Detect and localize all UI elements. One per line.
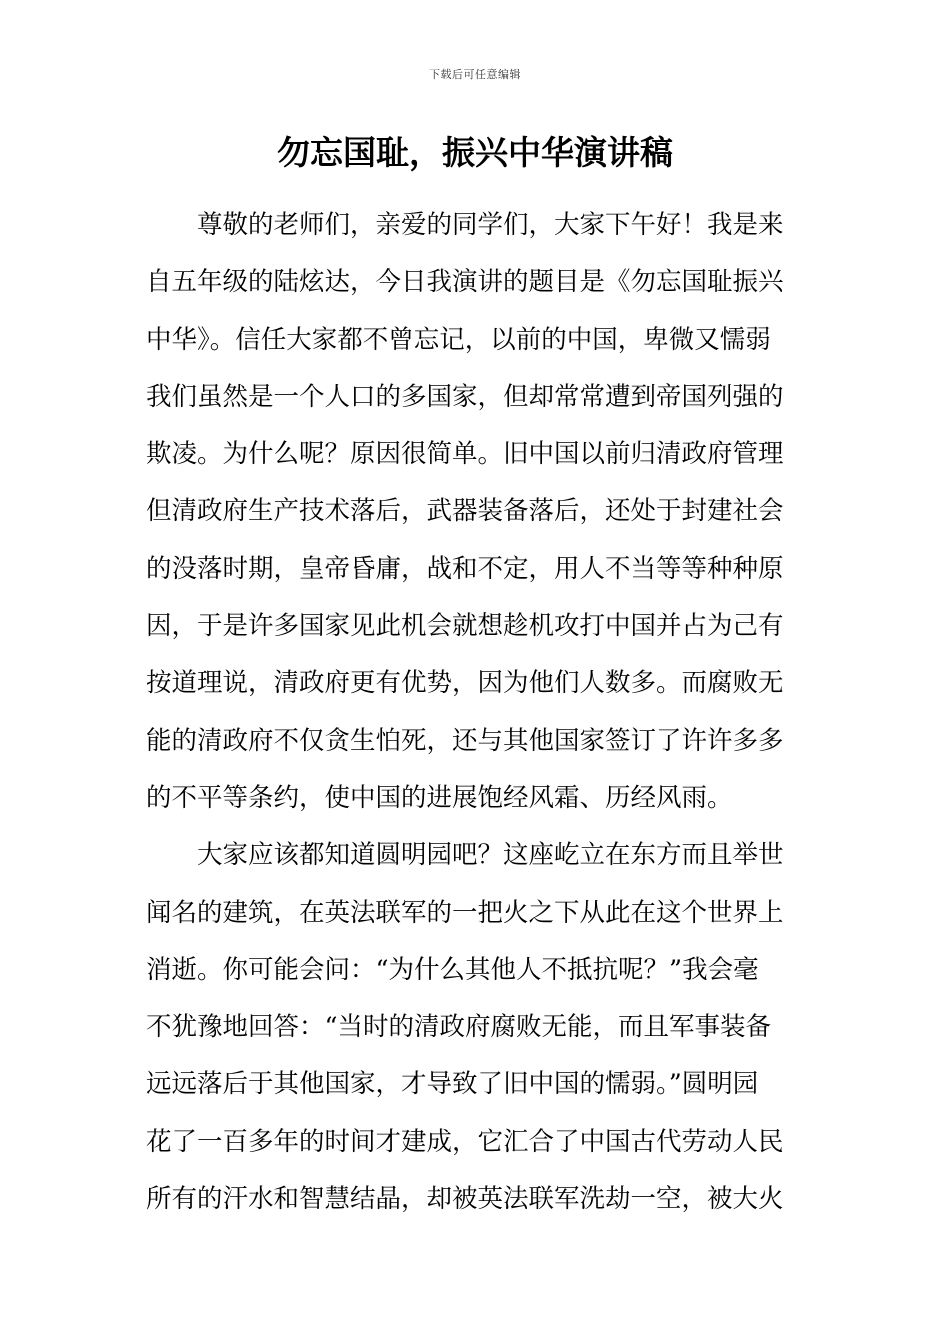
document-title: 勿忘国耻，振兴中华演讲稿 [277, 133, 673, 172]
paragraph-line: 的没落时期，皇帝昏庸，战和不定，用人不当等等种种原 [146, 553, 784, 584]
paragraph-line: 所有的汗水和智慧结晶，却被英法联军洗劫一空，被大火 [146, 1184, 784, 1215]
paragraph-line: 按道理说，清政府更有优势，因为他们人数多。而腐败无 [146, 668, 784, 699]
paragraph-line: 但清政府生产技术落后，武器装备落后，还处于封建社会 [146, 496, 784, 527]
paragraph-line: 我们虽然是一个人口的多国家，但却常常遭到帝国列强的 [146, 381, 784, 412]
paragraph-line: 自五年级的陆炫达，今日我演讲的题目是《勿忘国耻振兴 [146, 267, 784, 298]
paragraph-line: 闻名的建筑，在英法联军的一把火之下从此在这个世界上 [146, 897, 784, 928]
paragraph-line: 花了一百多年的时间才建成，它汇合了中国古代劳动人民 [146, 1126, 784, 1157]
paragraph-line: 不犹豫地回答：“当时的清政府腐败无能，而且军事装备 [146, 1012, 772, 1043]
paragraph-line: 的不平等条约，使中国的进展饱经风霜、历经风雨。 [146, 782, 733, 813]
paragraph-line: 因，于是许多国家见此机会就想趁机攻打中国并占为己有 [146, 611, 784, 642]
paragraph-line: 尊敬的老师们，亲爱的同学们，大家下午好！我是来 [197, 210, 784, 240]
document-body [146, 197, 810, 1228]
paragraph-line: 中华》。信任大家都不曾忘记，以前的中国，卑微又懦弱 [146, 324, 771, 355]
header-note: 下载后可任意编辑 [429, 68, 521, 81]
paragraph-line: 能的清政府不仅贪生怕死，还与其他国家签订了许许多多 [146, 725, 784, 756]
paragraph-line: 消逝。你可能会问：“为什么其他人不抵抗呢？”我会毫 [146, 954, 759, 985]
paragraph-line: 大家应该都知道圆明园吧？这座屹立在东方而且举世 [197, 840, 784, 871]
paragraph-line: 远远落后于其他国家，才导致了旧中国的懦弱。”圆明园 [146, 1069, 759, 1100]
paragraph-line: 欺凌。为什么呢？原因很简单。旧中国以前归清政府管理 [146, 439, 784, 470]
